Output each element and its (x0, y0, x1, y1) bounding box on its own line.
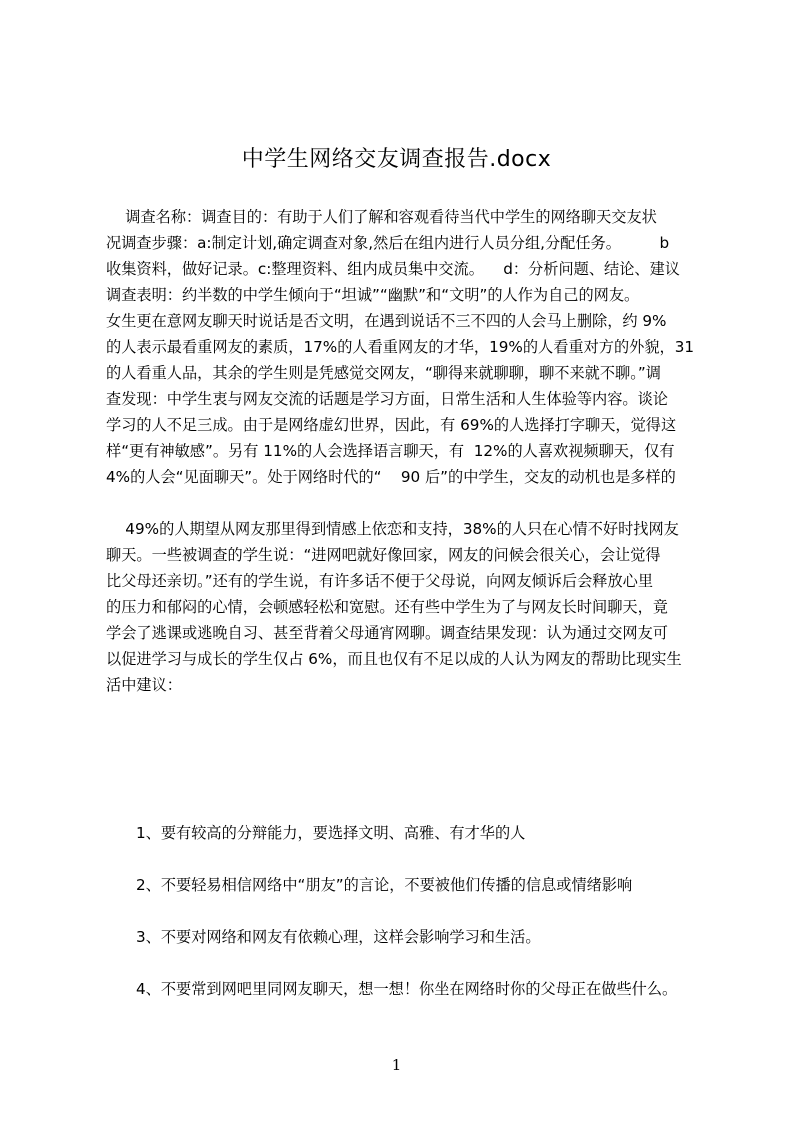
paragraph-line: 女生更在意网友聊天时说话是否文明，在遇到说话不三不四的人会马上删除，约 9% (106, 312, 667, 330)
paragraph-line: 4%的人会“见面聊天”。处于网络时代的“ 90 后”的中学生，交友的动机也是多样的 (106, 468, 676, 486)
paragraph-line: 况调查步骤：a:制定计划,确定调查对象,然后在组内进行人员分组,分配任务。 b (106, 234, 670, 252)
document-title: 中学生网络交友调查报告.docx (241, 147, 552, 172)
paragraph-line: 的压力和郁闷的心情，会顿感轻松和宽慰。还有些中学生为了与网友长时间聊天，竟 (106, 598, 668, 616)
paragraph-line: 的人看重人品，其余的学生则是凭感觉交网友，“聊得来就聊聊，聊不来就不聊。”调 (106, 364, 661, 382)
paragraph-line: 调查名称：调查目的：有助于人们了解和容观看待当代中学生的网络聊天交友状 (106, 208, 657, 226)
suggestion-item: 4、不要常到网吧里同网友聊天，想一想！你坐在网络时你的父母正在做些什么。 (136, 980, 678, 998)
paragraph-line: 活中建议： (106, 676, 182, 694)
paragraph-line: 的人表示最看重网友的素质，17%的人看重网友的才华，19%的人看重对方的外貌，31 (106, 338, 695, 356)
suggestion-item: 1、要有较高的分辩能力，要选择文明、高雅、有才华的人 (136, 824, 526, 842)
paragraph-line: 聊天。一些被调查的学生说：“进网吧就好像回家，网友的问候会很关心，会让觉得 (106, 546, 661, 564)
page-number: 1 (391, 1056, 402, 1074)
paragraph-line: 学习的人不足三成。由于是网络虚幻世界，因此，有 69%的人选择打字聊天，觉得这 (106, 416, 677, 434)
suggestion-item: 2、不要轻易相信网络中“朋友”的言论，不要被他们传播的信息或情绪影响 (136, 876, 633, 894)
paragraph-line: 调查表明：约半数的中学生倾向于“坦诚”“幽默”和“文明”的人作为自己的网友。 (106, 286, 640, 304)
paragraph-line: 比父母还亲切。”还有的学生说，有许多话不便于父母说，向网友倾诉后会释放心里 (106, 572, 654, 590)
paragraph-line: 样“更有神敏感”。另有 11%的人会选择语言聊天，有 12%的人喜欢视频聊天，仅有 (106, 442, 675, 460)
paragraph-line: 查发现：中学生衷与网友交流的话题是学习方面，日常生活和人生体验等内容。谈论 (106, 390, 668, 408)
paragraph-line: 学会了逃课或逃晚自习、甚至背着父母通宵网聊。调查结果发现：认为通过交网友可 (106, 624, 668, 642)
suggestion-item: 3、不要对网络和网友有依赖心理，这样会影响学习和生活。 (136, 928, 541, 946)
paragraph-line: 49%的人期望从网友那里得到情感上依恋和支持，38%的人只在心情不好时找网友 (106, 520, 679, 538)
paragraph-line: 收集资料，做好记录。c:整理资料、组内成员集中交流。 d：分析问题、结论、建议 (106, 260, 680, 278)
paragraph-line: 以促进学习与成长的学生仅占 6%，而且也仅有不足以成的人认为网友的帮助比现实生 (106, 650, 682, 668)
